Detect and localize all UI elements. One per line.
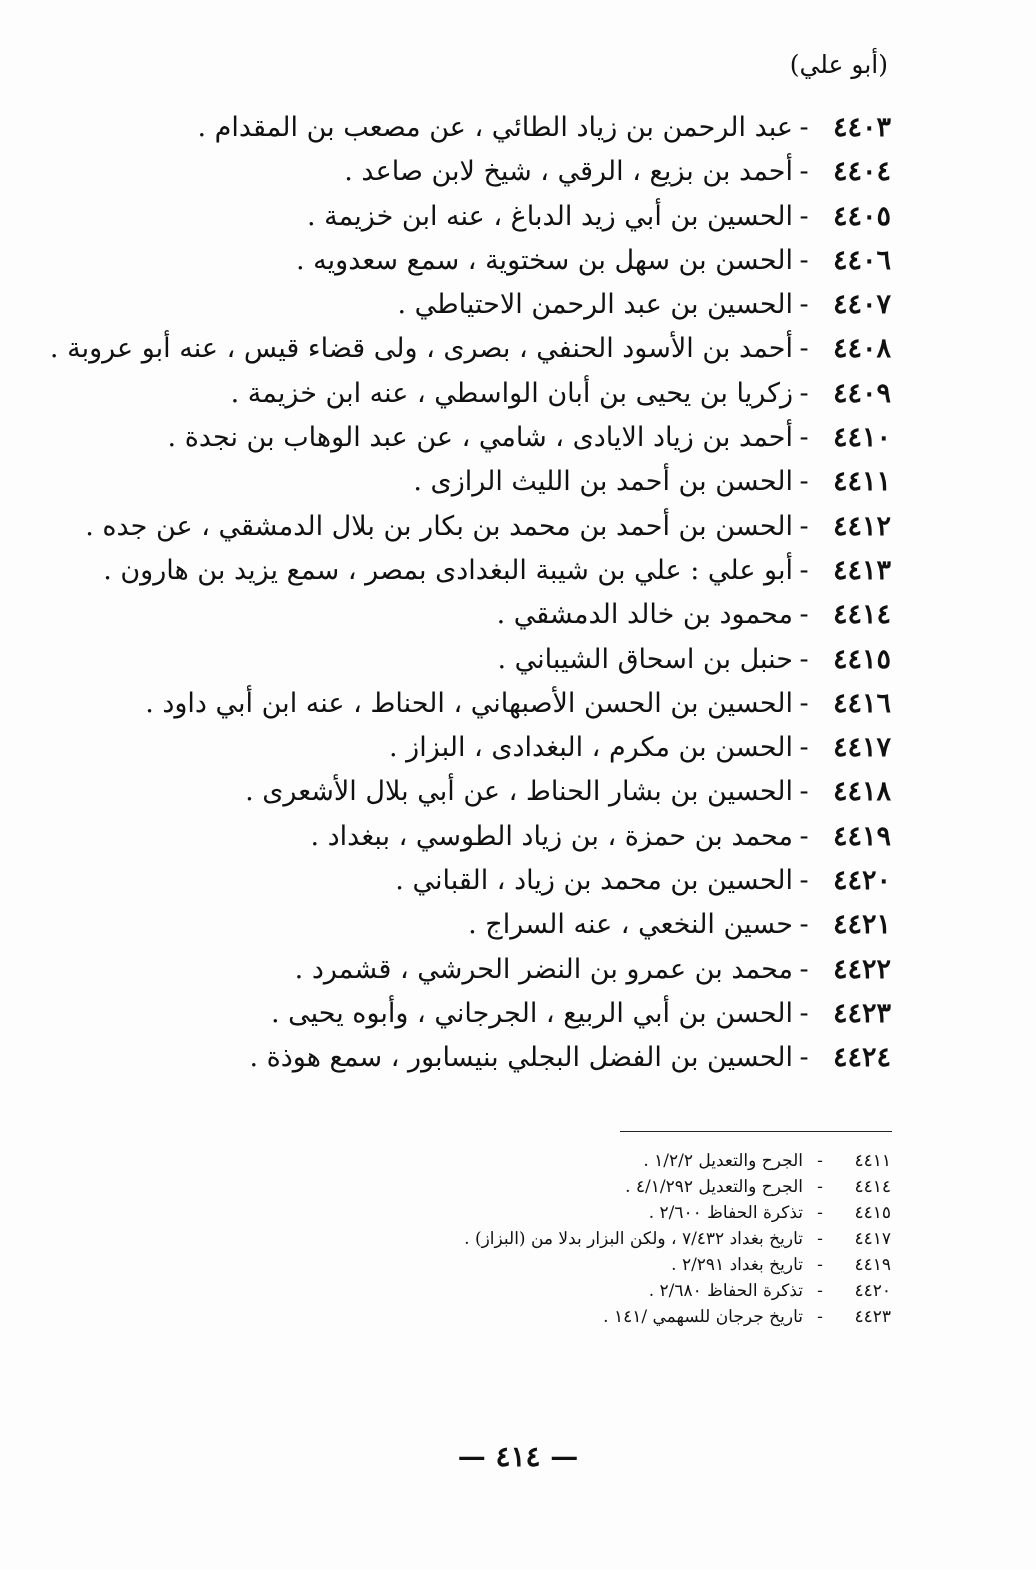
footnote-text: تذكرة الحفاظ ٢/٦٨٠ . — [648, 1281, 803, 1301]
entry-dash: - — [799, 1042, 809, 1074]
entry-dash: - — [799, 953, 809, 985]
entry-number: ٤٤٠٧ — [832, 289, 891, 321]
entry-number: ٤٤٠٨ — [832, 333, 891, 365]
entry-row — [131, 460, 891, 504]
footnote-separator — [620, 1131, 892, 1132]
entry-number: ٤٤١٤ — [832, 599, 891, 631]
footnote-dash: - — [817, 1281, 823, 1301]
entry-text: الحسين بن الحسن الأصبهاني ، الحناط ، عنه ابن أبي داود . — [145, 687, 793, 719]
entry-number: ٤٤٠٥ — [832, 200, 891, 232]
entry-text: أحمد بن الأسود الحنفي ، بصرى ، ولى قضاء قيس ، عنه أبو عروبة . — [49, 333, 793, 365]
entry-dash: - — [799, 422, 809, 454]
entry-text: الحسن بن أحمد بن محمد بن بكار بن بلال الدمشقي ، عن جده . — [85, 510, 793, 542]
entry-text: أحمد بن زياد الايادى ، شامي ، عن عبد الوهاب بن نجدة . — [167, 422, 793, 454]
entry-number: ٤٤٠٤ — [832, 156, 891, 188]
footnote-number: ٤٤١١ — [854, 1151, 891, 1171]
entry-dash: - — [799, 732, 809, 764]
entry-number: ٤٤٠٦ — [832, 244, 891, 276]
entry-dash: - — [799, 289, 809, 321]
footnote-row — [331, 1174, 891, 1200]
entry-row — [131, 726, 891, 770]
entry-number: ٤٤٢٤ — [832, 1042, 891, 1074]
entry-dash: - — [799, 820, 809, 852]
footnote-row — [331, 1226, 891, 1252]
footnote-number: ٤٤١٧ — [854, 1229, 891, 1249]
entry-number: ٤٤١٩ — [832, 820, 891, 852]
entry-text: حنبل بن اسحاق الشيباني . — [497, 643, 793, 675]
entry-row — [131, 859, 891, 903]
entry-dash: - — [799, 643, 809, 675]
entry-number: ٤٤١١ — [832, 466, 891, 498]
footnote-text: تذكرة الحفاظ ٢/٦٠٠ . — [648, 1203, 803, 1223]
footnote-text: الجرح والتعديل ١/٢/٢ . — [643, 1151, 803, 1171]
entry-row — [131, 106, 891, 150]
entry-dash: - — [799, 200, 809, 232]
entry-dash: - — [799, 244, 809, 276]
entry-text: عبد الرحمن بن زياد الطائي ، عن مصعب بن المقدام . — [197, 112, 793, 143]
entry-text: الحسن بن أبي الربيع ، الجرجاني ، وأبوه يحيى . — [270, 997, 793, 1029]
entry-number: ٤٤١٦ — [832, 687, 891, 719]
entry-text: الحسين بن بشار الحناط ، عن أبي بلال الأشعرى . — [245, 776, 793, 808]
entry-text: محمد بن عمرو بن النضر الحرشي ، قشمرد . — [294, 953, 793, 985]
footnote-list — [331, 1148, 891, 1330]
entry-dash: - — [799, 112, 809, 143]
entry-text: حسين النخعي ، عنه السراج . — [468, 909, 793, 941]
entry-text: الحسين بن الفضل البجلي بنيسابور ، سمع هوذة . — [249, 1042, 793, 1074]
entry-number: ٤٤٠٣ — [832, 112, 891, 143]
footnote-text: تاريخ جرجان للسهمي /١٤١ . — [603, 1307, 803, 1327]
footnote-text: تاريخ بغداد ٢/٢٩١ . — [671, 1255, 803, 1275]
running-head: (أبو علي) — [789, 50, 888, 79]
entry-number: ٤٤٢٣ — [832, 997, 891, 1029]
entry-row — [131, 903, 891, 947]
entry-number: ٤٤٢٢ — [832, 953, 891, 985]
entry-row — [131, 1036, 891, 1080]
entry-text: الحسين بن محمد بن زياد ، القباني . — [395, 865, 793, 897]
footnote-dash: - — [817, 1307, 823, 1327]
entry-row — [131, 992, 891, 1036]
footnote-number: ٤٤١٤ — [854, 1177, 891, 1197]
page-number: — ٤١٤ — — [457, 1440, 579, 1473]
entry-number: ٤٤١٧ — [832, 732, 891, 764]
entry-text: الحسين بن عبد الرحمن الاحتياطي . — [397, 289, 793, 321]
entry-text: الحسن بن مكرم ، البغدادى ، البزاز . — [389, 732, 793, 764]
entry-row — [131, 593, 891, 637]
entry-number: ٤٤١٣ — [832, 554, 891, 586]
entry-list — [49, 106, 891, 1081]
entry-number: ٤٤١٥ — [832, 643, 891, 675]
entry-row — [103, 549, 891, 593]
entry-text: أبو علي : علي بن شيبة البغدادى بمصر ، سمع يزيد بن هارون . — [103, 554, 793, 586]
entry-row — [131, 770, 891, 814]
entry-row — [131, 195, 891, 239]
entry-text: الحسن بن سهل بن سختوية ، سمع سعدويه . — [296, 244, 793, 276]
entry-row — [131, 150, 891, 194]
entry-number: ٤٤١٢ — [832, 510, 891, 542]
entry-dash: - — [799, 865, 809, 897]
entry-dash: - — [799, 377, 809, 409]
entry-dash: - — [799, 909, 809, 941]
footnote-number: ٤٤١٩ — [854, 1255, 891, 1275]
entry-text: أحمد بن بزيع ، الرقي ، شيخ لابن صاعد . — [344, 156, 793, 188]
entry-dash: - — [799, 510, 809, 542]
footnote-dash: - — [817, 1255, 823, 1275]
entry-row — [131, 283, 891, 327]
entry-dash: - — [799, 599, 809, 631]
entry-dash: - — [799, 687, 809, 719]
footnote-row — [331, 1252, 891, 1278]
entry-dash: - — [799, 776, 809, 808]
footnote-row — [331, 1148, 891, 1174]
entry-number: ٤٤٢٠ — [832, 865, 891, 897]
footnote-row — [331, 1278, 891, 1304]
footnote-dash: - — [817, 1229, 823, 1249]
entry-text: محمد بن حمزة ، بن زياد الطوسي ، ببغداد . — [310, 820, 793, 852]
entry-text: الحسن بن أحمد بن الليث الرازى . — [413, 466, 793, 498]
entry-number: ٤٤١٠ — [832, 422, 891, 454]
footnote-text: الجرح والتعديل ٤/١/٢٩٢ . — [625, 1177, 803, 1197]
entry-dash: - — [799, 997, 809, 1029]
footnote-row — [331, 1304, 891, 1330]
entry-row — [131, 416, 891, 460]
entry-row — [85, 505, 891, 549]
entry-number: ٤٤٠٩ — [832, 377, 891, 409]
entry-text: محمود بن خالد الدمشقي . — [496, 599, 793, 631]
entry-row — [131, 682, 891, 726]
footnote-dash: - — [817, 1203, 823, 1223]
footnote-row — [331, 1200, 891, 1226]
entry-dash: - — [799, 466, 809, 498]
entry-dash: - — [799, 333, 809, 365]
entry-text: زكريا بن يحيى بن أبان الواسطي ، عنه ابن خزيمة . — [230, 377, 793, 409]
entry-row — [131, 815, 891, 859]
entry-number: ٤٤٢١ — [832, 909, 891, 941]
entry-row — [131, 239, 891, 283]
footnote-number: ٤٤٢٠ — [854, 1281, 891, 1301]
entry-dash: - — [799, 554, 809, 586]
footnote-number: ٤٤١٥ — [854, 1203, 891, 1223]
footnote-dash: - — [817, 1151, 823, 1171]
entry-row — [131, 948, 891, 992]
entry-row — [131, 638, 891, 682]
entry-row — [49, 327, 891, 371]
footnote-dash: - — [817, 1177, 823, 1197]
footnote-number: ٤٤٢٣ — [854, 1307, 891, 1327]
entry-dash: - — [799, 156, 809, 188]
footnote-text: تاريخ بغداد ٧/٤٣٢ ، ولكن البزار بدلا من (البزاز) . — [464, 1229, 803, 1249]
entry-row — [131, 372, 891, 416]
entry-number: ٤٤١٨ — [832, 776, 891, 808]
entry-text: الحسين بن أبي زيد الدباغ ، عنه ابن خزيمة . — [306, 200, 793, 232]
